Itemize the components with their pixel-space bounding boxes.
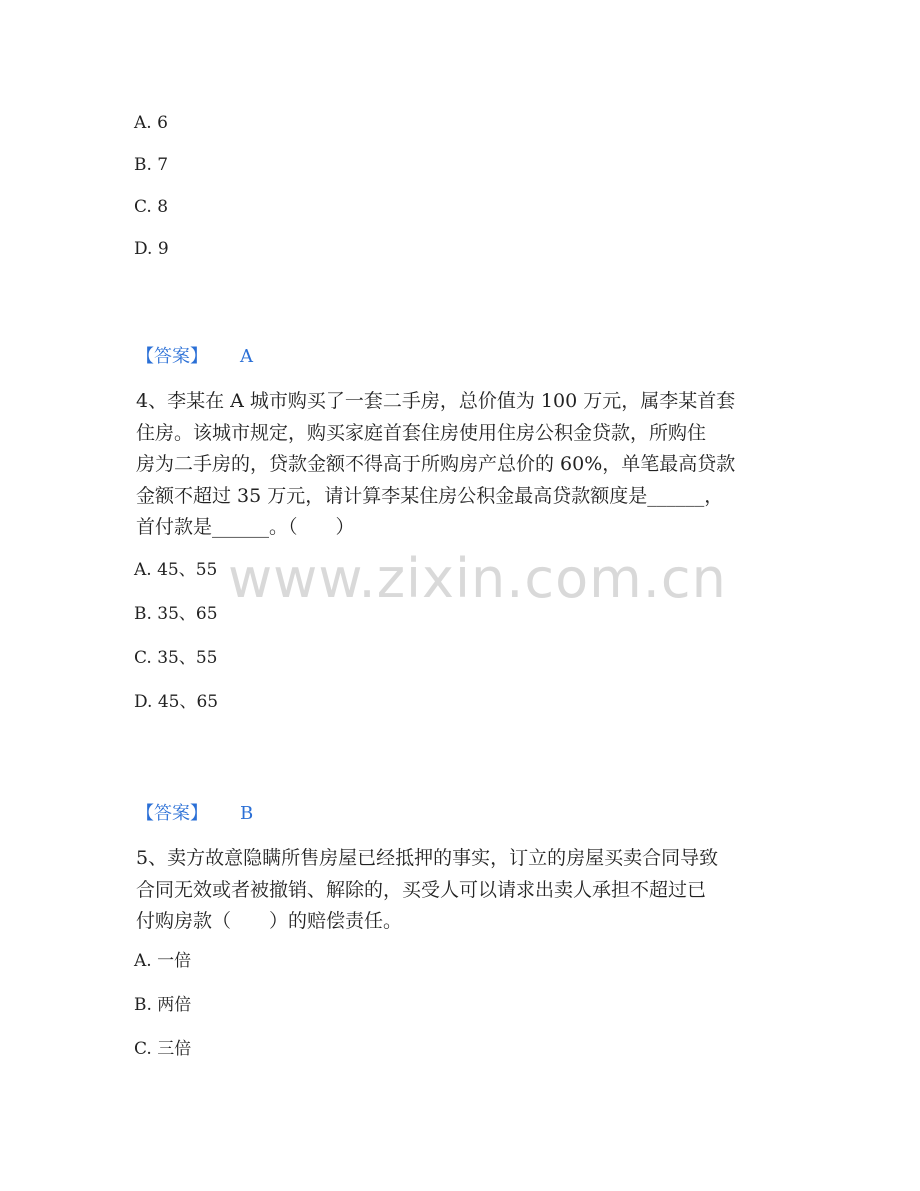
q5-option-b: B. 两倍 bbox=[134, 995, 192, 1015]
q3-option-d: D. 9 bbox=[134, 239, 169, 259]
q3-option-b: B. 7 bbox=[134, 155, 169, 175]
q4-line: 首付款是______。（ ） bbox=[136, 516, 355, 538]
q4-line: 住房。该城市规定，购买家庭首套住房使用住房公积金贷款，所购住 bbox=[136, 421, 707, 444]
watermark: www.zixin.com.cn bbox=[228, 547, 727, 610]
q5-line: 付购房款（ ）的赔偿责任。 bbox=[136, 910, 403, 932]
q4-line: 房为二手房的，贷款金额不得高于所购房产总价的 60%，单笔最高贷款 bbox=[136, 453, 736, 475]
q4-stem bbox=[136, 386, 796, 544]
answer-label: 【答案】 bbox=[136, 346, 208, 367]
q5-option-a: A. 一倍 bbox=[134, 951, 192, 971]
answer-value: B bbox=[240, 803, 254, 824]
q3-answer bbox=[136, 345, 253, 369]
q4-option-a: A. 45、55 bbox=[134, 560, 218, 580]
q4-option-c: C. 35、55 bbox=[134, 648, 218, 668]
q5-line: 5、卖方故意隐瞒所售房屋已经抵押的事实，订立的房屋买卖合同导致 bbox=[136, 847, 719, 869]
q4-option-b: B. 35、65 bbox=[134, 604, 218, 624]
q5-stem bbox=[136, 843, 796, 938]
q4-answer bbox=[136, 802, 253, 826]
q4-line: 金额不超过 35 万元，请计算李某住房公积金最高贷款额度是______， bbox=[136, 484, 724, 507]
answer-value: A bbox=[240, 346, 253, 367]
q4-line: 4、李某在 A 城市购买了一套二手房，总价值为 100 万元，属李某首套 bbox=[136, 390, 736, 412]
q3-option-a: A. 6 bbox=[134, 113, 168, 133]
q5-option-c: C. 三倍 bbox=[134, 1039, 192, 1059]
q4-option-d: D. 45、65 bbox=[134, 692, 219, 712]
answer-label: 【答案】 bbox=[136, 803, 208, 824]
q3-option-c: C. 8 bbox=[134, 197, 169, 217]
q5-line: 合同无效或者被撤销、解除的，买受人可以请求出卖人承担不超过已 bbox=[136, 878, 707, 901]
